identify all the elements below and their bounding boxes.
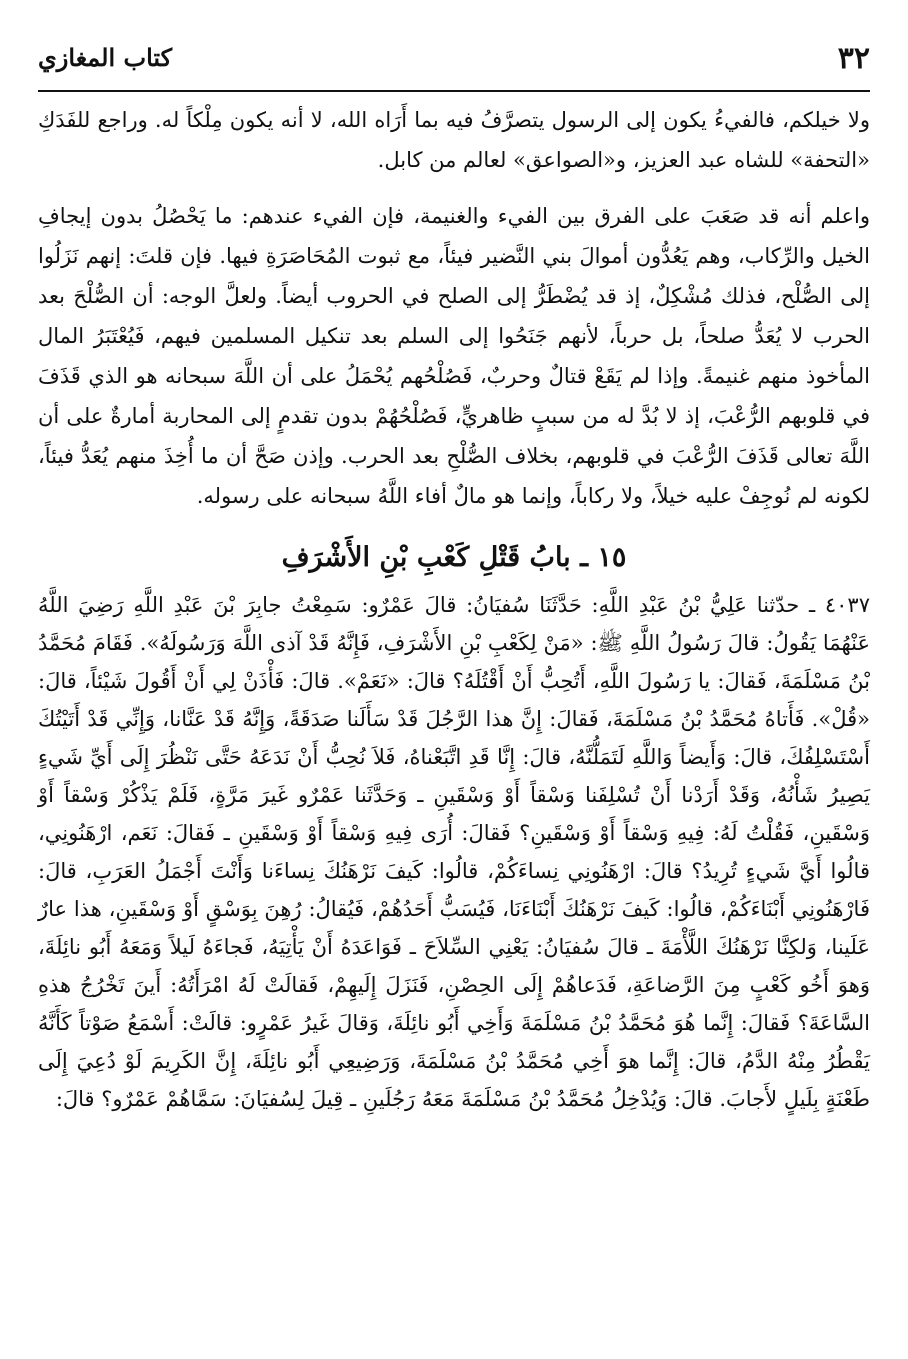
commentary-paragraph-1: ولا خيلكم، فالفيءُ يكون إلى الرسول يتصرَّفُ فيه بما أَرَاه الله، لا أنه يكون مِلْكاً له. وراجع للفَدَكِ «التحفة» للشاه عبد العزيز، و«الصواعق» لعالم من كابل. [38, 108, 870, 172]
commentary-section [38, 100, 870, 516]
book-title: كتاب المغازي [38, 43, 173, 72]
chapter-heading: ١٥ ـ بابُ قَتْلِ كَعْبِ بْنِ الأَشْرَفِ [281, 542, 627, 573]
commentary-paragraph-2: واعلم أنه قد صَعَبَ على الفرق بين الفيء والغنيمة، فإن الفيء عندهم: ما يَحْصُلُ بدون إيجافِ الخيل والرِّكاب، وهم يَعُدُّون أموالَ بني النَّضير فيئاً، مع ثبوت المُحَاصَرَةِ فيها. فإن قلتَ: إنهم نَزَلُوا إلى الصُّلْح، فذلك مُشْكِلٌ، إذ قد يُضْطَرُّ إلى الصلح في الحروب أيضاً. ولعلَّ الوجه: أن الصُّلْحَ بعد الحرب لا يُعَدُّ صلحاً، بل حرباً، لأنهم جَنَحُوا إلى السلم بعد تنكيل المسلمين فيهم، فَيُعْتَبَرُ المال المأخوذ منهم غنيمةً. وإذا لم يَقَعْ قتالٌ وحربٌ، فَصُلْحُهم يُحْمَلُ على أن اللَّهَ سبحانه هو الذي قَذَفَ في قلوبهم الرُّعْبَ، إذ لا بُدَّ له من سببٍ ظاهريٍّ، فَصُلْحُهُمْ بدون تقدمٍ إلى المحاربة أمارةٌ على أن اللَّهَ تعالى قَذَفَ الرُّعْبَ في قلوبهم، بخلاف الصُّلْحِ بعد الحرب. وإذن صَحَّ أن ما أُخِذَ منهم يُعَدُّ فيئاً، لكونه لم نُوجِفْ عليه خيلاً، ولا ركاباً، وإنما هو مالٌ أفاء اللَّهُ سبحانه على رسوله. [38, 204, 870, 508]
document-page [38, 38, 870, 1118]
page-header [38, 38, 870, 90]
page-number: ٣٢ [837, 41, 870, 76]
header-divider [38, 90, 870, 92]
hadith-text: ٤٠٣٧ ـ حدّثنا عَلِيُّ بْنُ عَبْدِ اللَّهِ: حَدَّثَنَا سُفيَانُ: قالَ عَمْرٌو: سَمِعْتُ جابِرَ بْنَ عَبْدِ اللَّهِ رَضِيَ اللَّهُ عَنْهُمَا يَقُولُ: قالَ رَسُولُ اللَّهِ ﷺ: «مَنْ لِكَعْبِ بْنِ الأَشْرَفِ، فَإِنَّهُ قَدْ آذى اللَّهَ وَرَسُولَهُ». فَقَامَ مُحَمَّدُ بْنُ مَسْلَمَةَ، فَقالَ: يا رَسُولَ اللَّهِ، أَتُحِبُّ أَنْ أَقْتُلَهُ؟ قالَ: «نَعَمْ». قالَ: فَأْذَنْ لِي أَنْ أَقُولَ شَيْئاً، قالَ: «قُلْ». فَأَتاهُ مُحَمَّدُ بْنُ مَسْلَمَةَ، فَقالَ: إِنَّ هذا الرَّجُلَ قَدْ سَأَلَنا صَدَقَةً، وَإِنَّهُ قَدْ عَنَّانا، وَإِنِّي قَدْ أَتَيْتُكَ أَسْتَسْلِفُكَ، قالَ: وَأَيضاً وَاللَّهِ لَتَمَلُّنَّهُ، قالَ: إِنَّا قَدِ اتَّبَعْناهُ، فَلاَ نُحِبُّ أَنْ نَدَعَهُ حَتَّى نَنْظُرَ إِلَى أَيِّ شَيءٍ يَصِيرُ شَأْنُهُ، وَقَدْ أَرَدْنا أَنْ تُسْلِفَنا وَسْقاً أَوْ وَسْقَينِ ـ وَحَدَّثَنا عَمْرٌو غَيرَ مَرَّةٍ، فَلَمْ يَذْكُرْ وَسْقاً أَوْ وَسْقَينِ، فَقُلْتُ لَهُ: فِيهِ وَسْقاً أَوْ وَسْقَينِ؟ فَقالَ: أُرَى فِيهِ وَسْقاً أَوْ وَسْقَينِ ـ فَقالَ: نَعَم، ارْهَنُونِي، قالُوا أَيَّ شَيءٍ تُرِيدُ؟ قالَ: ارْهَنُونِي نِساءَكُمْ، قالُوا: كَيفَ نَرْهَنُكَ نِساءَنا وَأَنْتَ أَجْمَلُ العَرَبِ، قالَ: فَارْهَنُونِي أَبْنَاءَكُمْ، قالُوا: كَيفَ نَرْهَنُكَ أَبْنَاءَنَا، فَيُسَبُّ أَحَدُهُمْ، فَيُقالُ: رُهِنَ بِوَسْقٍ أَوْ وَسْقَينِ، هذا عارٌ عَلَينا، وَلكِنَّا نَرْهَنُكَ اللَّأْمَةَ ـ قالَ سُفيَانُ: يَعْنِي السِّلاَحَ ـ فَوَاعَدَهُ أَنْ يَأْتِيَهُ، فَجاءَهُ لَيلاً وَمَعَهُ أَبُو نائِلَةَ، وَهوَ أَخُو كَعْبٍ مِنَ الرَّضاعَةِ، فَدَعاهُمْ إِلَى الحِصْنِ، فَنَزَلَ إِلَيهِمْ، فَقالَتْ لَهُ امْرَأَتُهُ: أَينَ تَخْرُجُ هذهِ السَّاعَةَ؟ فَقالَ: إِنَّما هُوَ مُحَمَّدُ بْنُ مَسْلَمَةَ وَأَخِي أَبُو نائِلَةَ، وَقالَ غَيرُ عَمْرٍو: قالَتْ: أَسْمَعُ صَوْتاً كَأَنَّهُ يَقْطُرُ مِنْهُ الدَّمُ، قالَ: إِنَّما هوَ أَخِي مُحَمَّدُ بْنُ مَسْلَمَةَ، وَرَضِيعِي أَبُو نائِلَةَ، إِنَّ الكَرِيمَ لَوْ دُعِيَ إِلَى طَعْنَةٍ بِلَيلٍ لأَجابَ. قالَ: وَيُدْخِلُ مُحَمَّدُ بْنُ مَسْلَمَةَ مَعَهُ رَجُلَينِ ـ قِيلَ لِسُفيَانَ: سَمَّاهُمْ عَمْرٌو؟ قالَ: [38, 593, 870, 1111]
